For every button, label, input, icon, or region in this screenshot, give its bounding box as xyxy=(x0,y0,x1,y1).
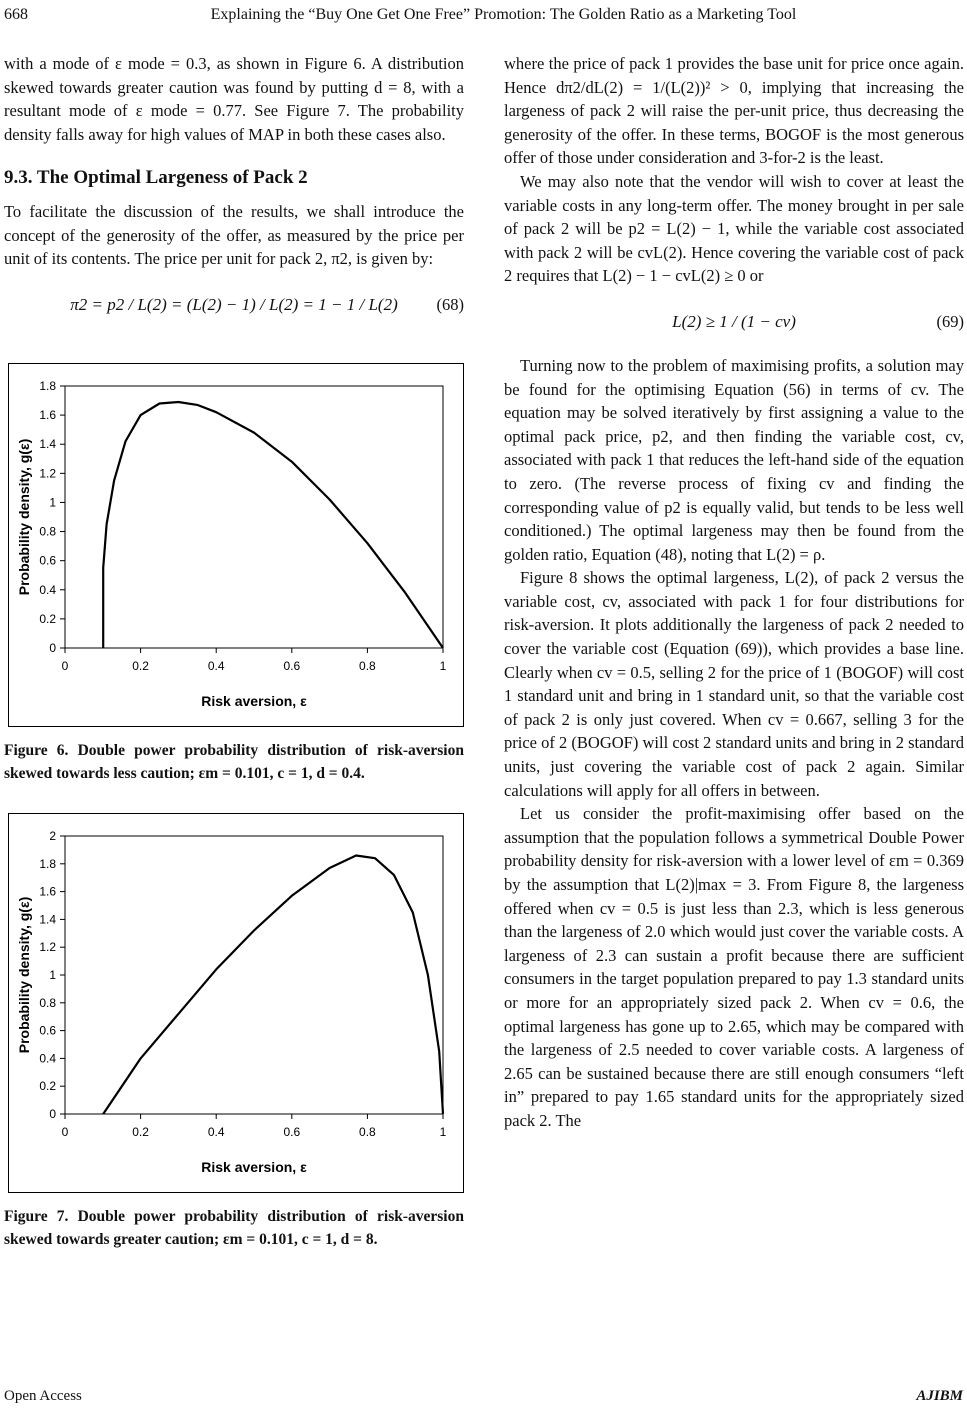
y-axis-label: Probability density, g(ε) xyxy=(16,896,32,1054)
left-column xyxy=(4,52,464,1251)
figure-6-chart xyxy=(8,363,464,727)
figure-7-svg xyxy=(9,814,463,1192)
y-axis-label: Probability density, g(ε) xyxy=(16,438,32,596)
y-tick-label: 1 xyxy=(49,967,56,982)
paragraph: with a mode of ε mode = 0.3, as shown in Figure 6. A distribution skewed towards greater caution was found by putting d = 8, with a resultant mode of ε mode = 0.77. See Figure 7. The probability density falls away for high values of MAP in both these cases also. xyxy=(4,54,464,144)
y-tick-label: 0 xyxy=(49,1106,56,1121)
right-column xyxy=(504,52,964,1133)
y-tick-label: 0.8 xyxy=(39,995,56,1010)
y-tick-label: 0.6 xyxy=(39,553,56,568)
equation-68 xyxy=(4,279,464,329)
figure-7-caption: Figure 7. Double power probability distribution of risk-aversion skewed towards greater caution; εm = 0.101, c = 1, d = 8. xyxy=(4,1207,464,1248)
x-tick-label: 0 xyxy=(61,658,69,673)
running-title: Explaining the “Buy One Get One Free” Promotion: The Golden Ratio as a Marketing Tool xyxy=(210,6,797,23)
equation-number: (69) xyxy=(936,311,964,331)
x-tick-label: 0.6 xyxy=(283,1124,301,1139)
y-tick-label: 1.2 xyxy=(39,939,56,954)
figure-6-caption: Figure 6. Double power probability distribution of risk-aversion skewed towards less caution; εm = 0.101, c = 1, d = 0.4. xyxy=(4,741,464,782)
equation-69 xyxy=(504,296,964,346)
y-tick-label: 0.2 xyxy=(39,611,56,626)
y-tick-label: 1.6 xyxy=(39,407,56,422)
paragraph: We may also note that the vendor will wish to cover at least the variable costs in any long-term offer. The money brought in per sale of pack 2 will be p2 = L(2) − 1, while the variable cost associated with pack 2 will be cvL(2). Hence covering the variable cost of pack 2 requires that L(2) − 1 − cvL(2) ≥ 0 or xyxy=(504,171,964,286)
x-tick-label: 0.8 xyxy=(359,1124,376,1139)
y-tick-label: 1.8 xyxy=(39,378,56,393)
x-tick-label: 0.4 xyxy=(207,658,225,673)
paragraph: Figure 8 shows the optimal largeness, L(2), of pack 2 versus the variable cost, cv, associated with pack 1 for four distributions for risk-aversion. It plots additionally the largeness of pack 2 needed to cover the variable cost (Equation (69)), which provides a base line. Clearly when cv = 0.5, selling 2 for the price of 1 (BOGOF) will cost 1 standard unit and bring in 1 standard unit, so that the variable cost of pack 2 is only just covered. When cv = 0.667, selling 3 for the price of 2 (BOGOF) will cost 2 standard units and bring in 2 standard units, just covering the variable cost of pack 2 again. Similar calculations will apply for all offers in between. xyxy=(504,568,964,800)
x-tick-label: 0.8 xyxy=(359,658,376,673)
paragraph: where the price of pack 1 provides the base unit for price once again. Hence dπ2/dL(2) = 1/(L(2))² > 0, implying that increasing the largeness of pack 2 will raise the per-unit price, thus decreasing the generosity of the offer. In these terms, BOGOF is the most generous offer of those under consideration and 3-for-2 is the least. xyxy=(504,54,964,168)
y-tick-label: 0.6 xyxy=(39,1023,56,1038)
journal-abbrev: AJIBM xyxy=(916,1388,963,1404)
x-tick-label: 0.2 xyxy=(132,658,149,673)
x-axis-label: Risk aversion, ε xyxy=(201,1158,307,1175)
equation-number: (68) xyxy=(436,294,464,314)
x-tick-label: 0 xyxy=(61,1124,69,1139)
y-tick-label: 1 xyxy=(49,495,56,510)
equation-body: L(2) ≥ 1 / (1 − cv) xyxy=(672,311,796,331)
equation-body: π2 = p2 / L(2) = (L(2) − 1) / L(2) = 1 − 1 / L(2) xyxy=(70,294,398,314)
y-tick-label: 0 xyxy=(49,640,56,655)
plot-area xyxy=(65,386,443,648)
series-line xyxy=(103,402,443,648)
section-title: 9.3. The Optimal Largeness of Pack 2 xyxy=(4,167,308,189)
y-tick-label: 1.6 xyxy=(39,884,56,899)
y-tick-label: 2 xyxy=(49,828,56,843)
y-tick-label: 1.4 xyxy=(39,912,56,927)
y-tick-label: 0.4 xyxy=(39,582,56,597)
y-tick-label: 1.2 xyxy=(39,466,56,481)
page-footer xyxy=(4,1388,963,1410)
page-number: 668 xyxy=(4,6,28,23)
open-access-label: Open Access xyxy=(4,1388,82,1404)
x-tick-label: 0.6 xyxy=(283,658,301,673)
y-tick-label: 0.4 xyxy=(39,1051,56,1066)
y-tick-label: 1.8 xyxy=(39,856,56,871)
y-tick-label: 0.8 xyxy=(39,524,56,539)
paragraph: Turning now to the problem of maximising profits, a solution may be found for the optimising Equation (56) in terms of cv. The equation may be solved iteratively by first assigning a value to the optimal pack price, p2, and then finding the variable cost, cv, associated with pack 1 that reduces the left-hand side of the equation to zero. (The reverse process of fixing cv and finding the corresponding value of p2 is equally valid, but tends to be less well conditioned.) The optimal largeness may then be found from the golden ratio, Equation (48), noting that L(2) = ρ. xyxy=(504,355,964,564)
paragraph: Let us consider the profit-maximising offer based on the assumption that the population follows a symmetrical Double Power probability density for risk-aversion with a lower level of εm = 0.369 by the assumption that L(2)|max = 3. From Figure 8, the largeness offered when cv = 0.5 is just less than 2.3, which is less generous than the largeness of 2.0 which would just cover the variable costs. A largeness of 2.3 can sustain a profit because there are sufficient consumers in the target population prepared to pay 1.3 standard units or more for an appropriately sized pack 2. When cv = 0.6, the optimal largeness has gone up to 2.65, which may be compared with the largeness of 2.5 needed to cover variable costs. A largeness of 2.65 can be sustained because there are still enough consumers “left in” prepared to pay 1.65 standard units for the appropriately sized pack 2. The xyxy=(504,804,964,1130)
y-tick-label: 1.4 xyxy=(39,436,56,451)
figure-6-svg xyxy=(9,364,463,726)
x-tick-label: 1 xyxy=(439,658,447,673)
paragraph: To facilitate the discussion of the results, we shall introduce the concept of the generosity of the offer, as measured by the price per unit of its contents. The price per unit for pack 2, π2, is given by: xyxy=(4,201,464,269)
x-tick-label: 1 xyxy=(439,1124,447,1139)
page-header xyxy=(0,6,967,30)
figure-7-chart xyxy=(8,813,464,1193)
plot-area xyxy=(65,836,443,1114)
x-tick-label: 0.4 xyxy=(207,1124,225,1139)
x-axis-label: Risk aversion, ε xyxy=(201,692,307,709)
series-line xyxy=(103,855,443,1114)
x-tick-label: 0.2 xyxy=(132,1124,149,1139)
y-tick-label: 0.2 xyxy=(39,1078,56,1093)
